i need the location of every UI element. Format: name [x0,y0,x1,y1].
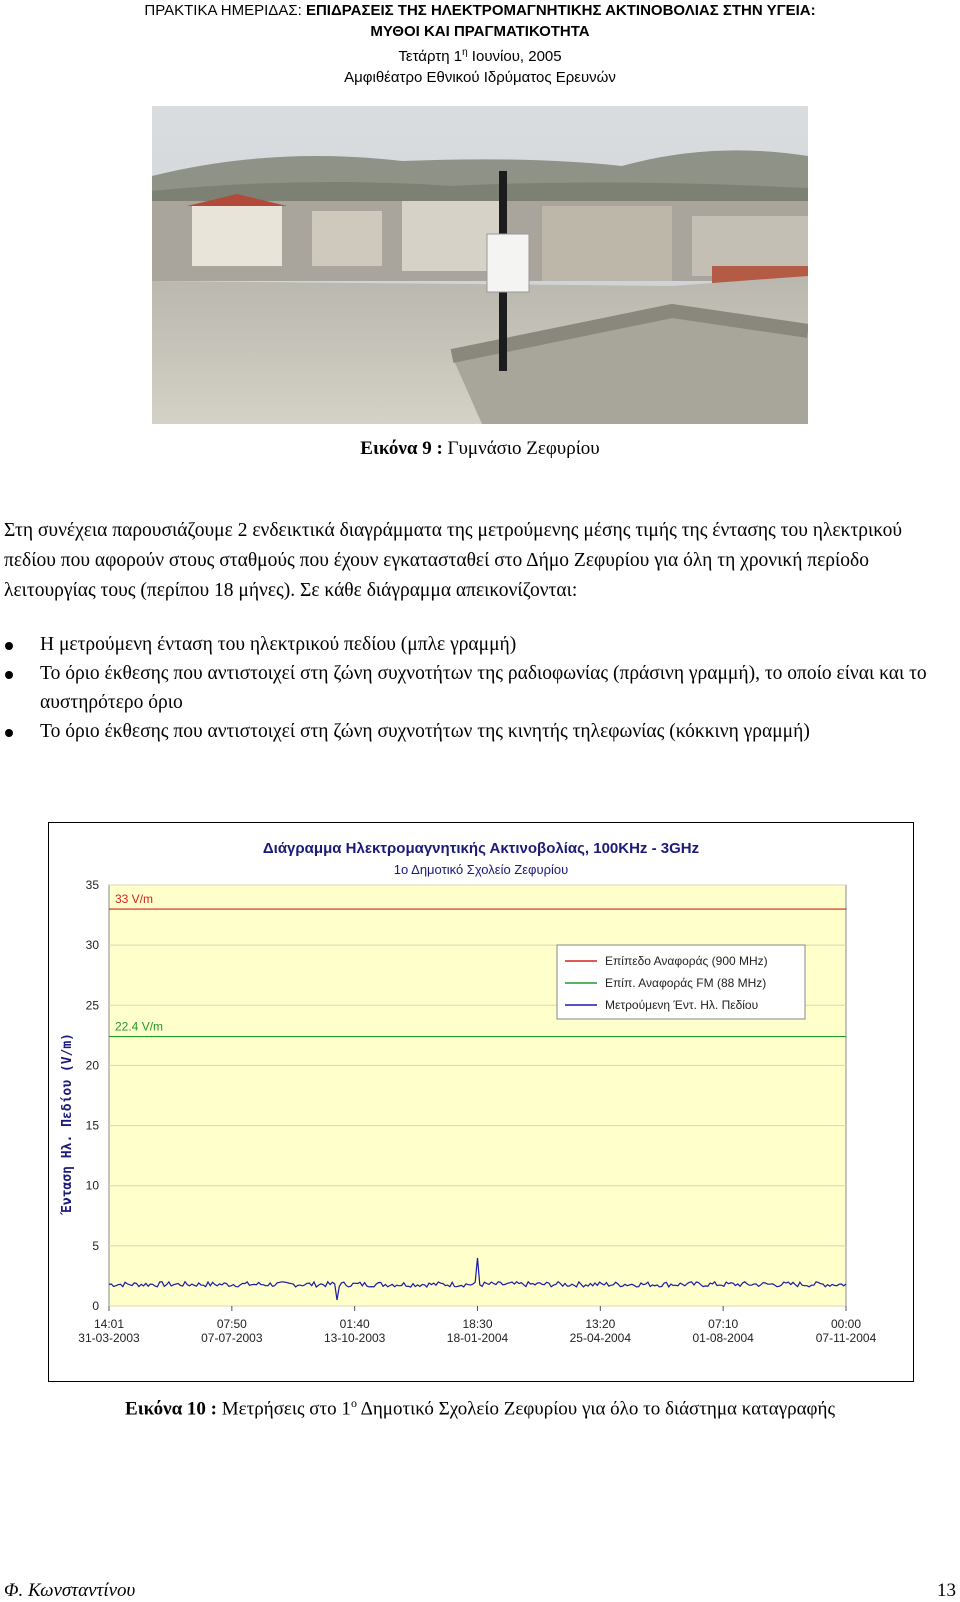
header-line-3: Τετάρτη $1^\eta$ Ιουνίου, 2005 [398,47,562,65]
page-number: 13 [937,1580,956,1601]
legend-label: Επίπεδο Αναφοράς (900 MHz) [605,954,768,968]
x-tick-date: 31-03-2003 [78,1331,140,1345]
reference-line-label: 33 V/m [115,892,154,907]
x-tick-date: 01-08-2004 [692,1331,754,1345]
x-tick-date: 25-04-2004 [569,1331,632,1345]
radiation-chart [48,822,914,1382]
x-tick-time: 07:10 [708,1317,739,1331]
footer-author: Φ. Κωνσταντίνου [4,1580,136,1601]
chart-svg [49,823,913,1381]
x-tick-time: 00:00 [830,1317,862,1331]
y-tick-label: 20 [85,1058,99,1073]
header-line-4: Αμφιθέατρο Εθνικού Ιδρύματος Ερευνών [344,69,616,86]
chart-title: Διάγραμμα Ηλεκτρομαγνητικής Ακτινοβολίας, 100KHz - 3GHz [262,840,700,857]
chart-y-axis-label: Ένταση Ηλ. Πεδίου (V/m) [60,1032,75,1214]
bullet-list [0,630,946,746]
y-tick-label: 30 [85,938,99,953]
y-tick-label: 5 [92,1238,99,1253]
body-paragraph: Στη συνέχεια παρουσιάζουμε 2 ενδεικτικά διαγράμματα της μετρούμενης μέσης τιμής της έντασης του ηλεκτρικού πεδίου που αφορούν στους σταθμούς που έχουν εγκατασταθεί στο Δήμο Ζεφυρίου για όλη τη χρονική περίοδο λειτουργίας τους (περίπου 18 μήνες). Σε κάθε διάγραμμα απεικονίζονται: [4,520,903,601]
x-tick-time: 07:50 [216,1317,247,1331]
chart-subtitle: 1ο Δημοτικό Σχολείο Ζεφυρίου [393,862,569,877]
y-tick-label: 25 [85,998,99,1013]
y-tick-label: 10 [85,1178,99,1193]
list-item: Το όριο έκθεσης που αντιστοιχεί στη ζώνη συχνοτήτων της ραδιοφωνίας (πράσινη γραμμή), το οποίο είναι και το αυστηρότερο όριο [0,659,946,717]
bullet-icon [5,671,13,679]
header-line-1: ΠΡΑΚΤΙΚΑ ΗΜΕΡΙΔΑΣ: ΕΠΙΔΡΑΣΕΙΣ ΤΗΣ ΗΛΕΚΤΡΟΜΑΓΝΗΤΙΚΗΣ ΑΚΤΙΝΟΒΟΛΙΑΣ ΣΤΗΝ ΥΓΕΙΑ: [144,2,816,19]
y-tick-label: 35 [85,878,99,892]
figure-9-caption: Εικόνα 9 : Γυμνάσιο Ζεφυρίου [360,438,600,459]
x-tick-date: 18-01-2004 [446,1331,509,1345]
x-tick-date: 07-11-2004 [815,1331,877,1345]
photo-illustration [152,106,808,424]
list-item: Η μετρούμενη ένταση του ηλεκτρικού πεδίου (μπλε γραμμή) [0,630,946,659]
x-tick-time: 01:40 [339,1317,370,1331]
legend-label: Μετρούμενη Έντ. Ηλ. Πεδίου [605,998,759,1012]
y-tick-label: 15 [85,1118,99,1133]
x-tick-time: 14:01 [93,1317,125,1331]
page-header [0,0,960,88]
legend-label: Επίπ. Αναφοράς FM (88 MHz) [605,976,767,990]
x-tick-date: 13-10-2003 [323,1331,386,1345]
rooftop-station-photo [152,106,808,424]
y-tick-label: 0 [92,1299,99,1313]
figure-10-caption: Εικόνα 10 : Μετρήσεις στο $1^o$ Δημοτικό Σχολείο Ζεφυρίου για όλο το διάστημα καταγραφής [125,1396,835,1420]
x-tick-time: 13:20 [585,1317,616,1331]
x-tick-time: 18:30 [462,1317,493,1331]
bullet-icon [5,642,13,650]
bullet-icon [5,729,13,737]
list-item: Το όριο έκθεσης που αντιστοιχεί στη ζώνη συχνοτήτων της κινητής τηλεφωνίας (κόκκινη γραμμή) [0,717,946,746]
header-line-2: ΜΥΘΟΙ ΚΑΙ ΠΡΑΓΜΑΤΙΚΟΤΗΤΑ [370,23,590,40]
x-tick-date: 07-07-2003 [201,1331,263,1345]
reference-line-label: 22.4 V/m [115,1019,164,1034]
